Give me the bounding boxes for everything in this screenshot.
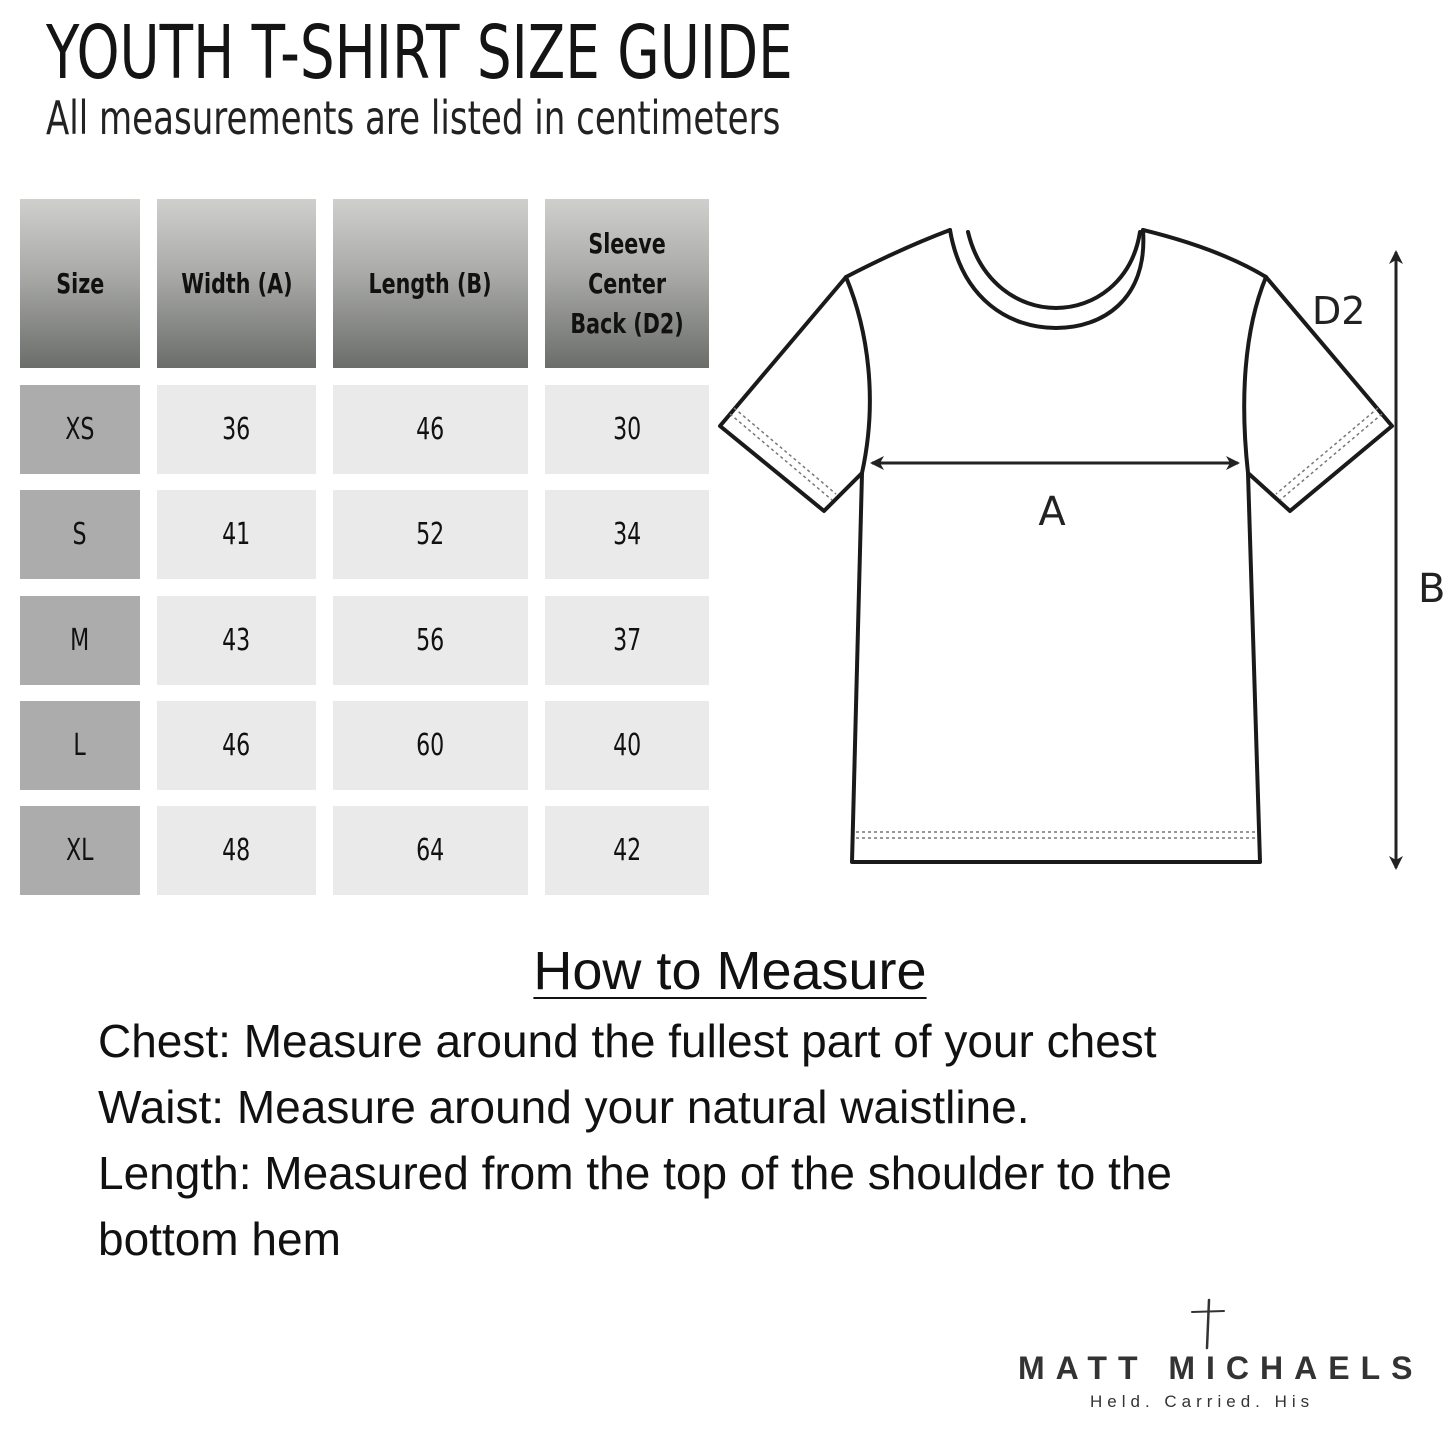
row-length-value: 56	[333, 596, 528, 685]
brand-name: MATT MICHAELS	[1018, 1350, 1424, 1386]
row-length-value: 60	[333, 701, 528, 790]
row-width-value: 46	[157, 701, 316, 790]
tshirt-outline	[720, 230, 1392, 862]
page-title: YOUTH T-SHIRT SIZE GUIDE	[46, 10, 793, 96]
measure-length: Length: Measured from the top of the shoulder to the	[98, 1147, 1173, 1199]
header-width: Width (A)	[157, 199, 316, 368]
how-to-measure-title: How to Measure	[533, 941, 927, 1001]
row-size-label: XS	[20, 385, 140, 474]
sleeve-stitch-left	[730, 414, 832, 500]
measure-waist: Waist: Measure around your natural waistline.	[98, 1081, 1030, 1133]
collar-outer	[950, 230, 1143, 328]
row-width-value: 41	[157, 490, 316, 579]
row-width-value: 48	[157, 806, 316, 895]
row-width-value: 43	[157, 596, 316, 685]
row-sleeve-value: 40	[545, 701, 709, 790]
collar-inner	[968, 232, 1140, 308]
label-a: A	[1038, 489, 1066, 535]
row-width-value: 36	[157, 385, 316, 474]
header-size: Size	[20, 199, 140, 368]
row-length-value: 46	[333, 385, 528, 474]
cross-icon	[1188, 1298, 1228, 1350]
brand-tagline: Held. Carried. His	[1090, 1392, 1315, 1411]
row-sleeve-value: 37	[545, 596, 709, 685]
tshirt-diagram	[700, 200, 1445, 890]
measure-chest: Chest: Measure around the fullest part of your chest	[98, 1015, 1157, 1067]
row-size-label: L	[20, 701, 140, 790]
row-sleeve-value: 34	[545, 490, 709, 579]
armhole-right	[1244, 277, 1266, 473]
sleeve-stitch-right	[1280, 414, 1382, 500]
label-b: B	[1418, 566, 1445, 612]
measure-length-continued: bottom hem	[98, 1213, 341, 1265]
row-size-label: XL	[20, 806, 140, 895]
row-size-label: S	[20, 490, 140, 579]
row-length-value: 52	[333, 490, 528, 579]
label-d2: D2	[1312, 289, 1366, 333]
header-sleeve: Sleeve Center Back (D2)	[545, 199, 709, 368]
page-subtitle: All measurements are listed in centimeters	[46, 91, 781, 145]
header-length: Length (B)	[333, 199, 528, 368]
row-sleeve-value: 42	[545, 806, 709, 895]
row-length-value: 64	[333, 806, 528, 895]
row-sleeve-value: 30	[545, 385, 709, 474]
armhole-left	[846, 277, 870, 473]
row-size-label: M	[20, 596, 140, 685]
